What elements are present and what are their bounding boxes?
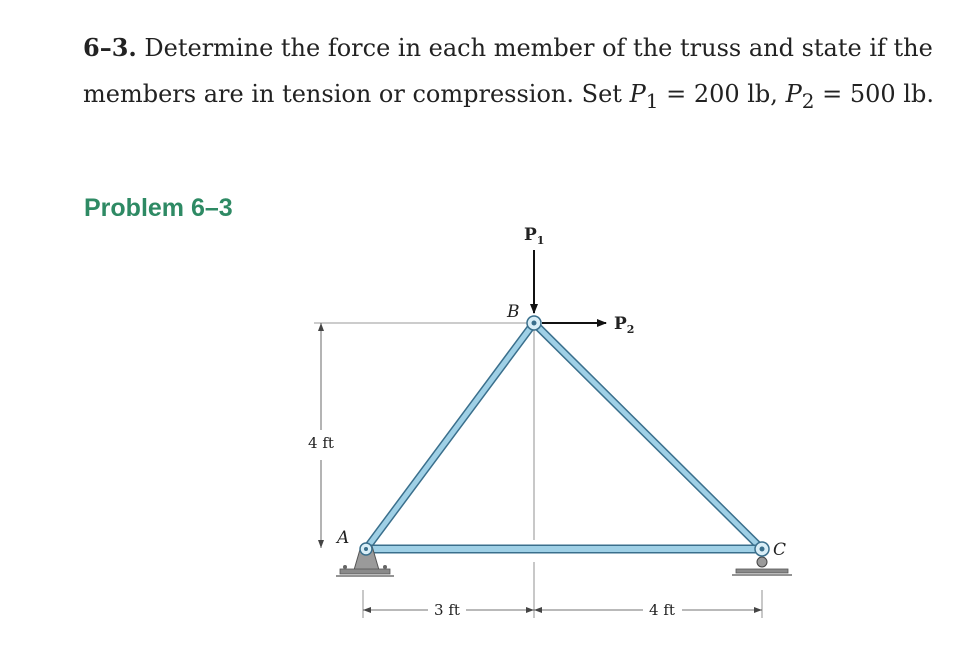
p1-subscript: 1 (645, 88, 659, 113)
force-p2-subscript: 2 (626, 323, 635, 336)
height-dimension (308, 323, 334, 548)
problem-statement-text: Determine the force in each member of the truss and state if the members are in tension or compression. Set (83, 34, 933, 108)
height-dimension-label: 4 ft (308, 434, 334, 452)
force-p2-label (614, 314, 634, 336)
force-p1-symbol: P (524, 225, 537, 245)
p1-symbol: P (629, 80, 646, 108)
joint-a-label: A (337, 528, 350, 548)
p2-symbol: P (785, 80, 802, 108)
force-p1-subscript: 1 (536, 234, 545, 247)
joint-b-label: B (507, 302, 520, 322)
p1-value: = 200 lb, (658, 80, 778, 108)
truss-members (366, 323, 762, 549)
right-span-label: 4 ft (649, 601, 675, 619)
joint-c-pin (755, 542, 769, 556)
joint-b-pin (527, 316, 541, 330)
left-span-label: 3 ft (434, 601, 460, 619)
p2-subscript: 2 (801, 88, 815, 113)
left-span-dimension (363, 601, 534, 619)
joint-a-pin (360, 543, 372, 555)
problem-number: 6–3. (83, 33, 137, 62)
force-p2-symbol: P (614, 314, 627, 334)
p2-value: = 500 lb. (814, 80, 934, 108)
joint-c-label: C (773, 540, 787, 560)
right-span-dimension (534, 601, 762, 619)
force-p1-label (524, 225, 544, 247)
figure-title: Problem 6–3 (84, 194, 233, 222)
